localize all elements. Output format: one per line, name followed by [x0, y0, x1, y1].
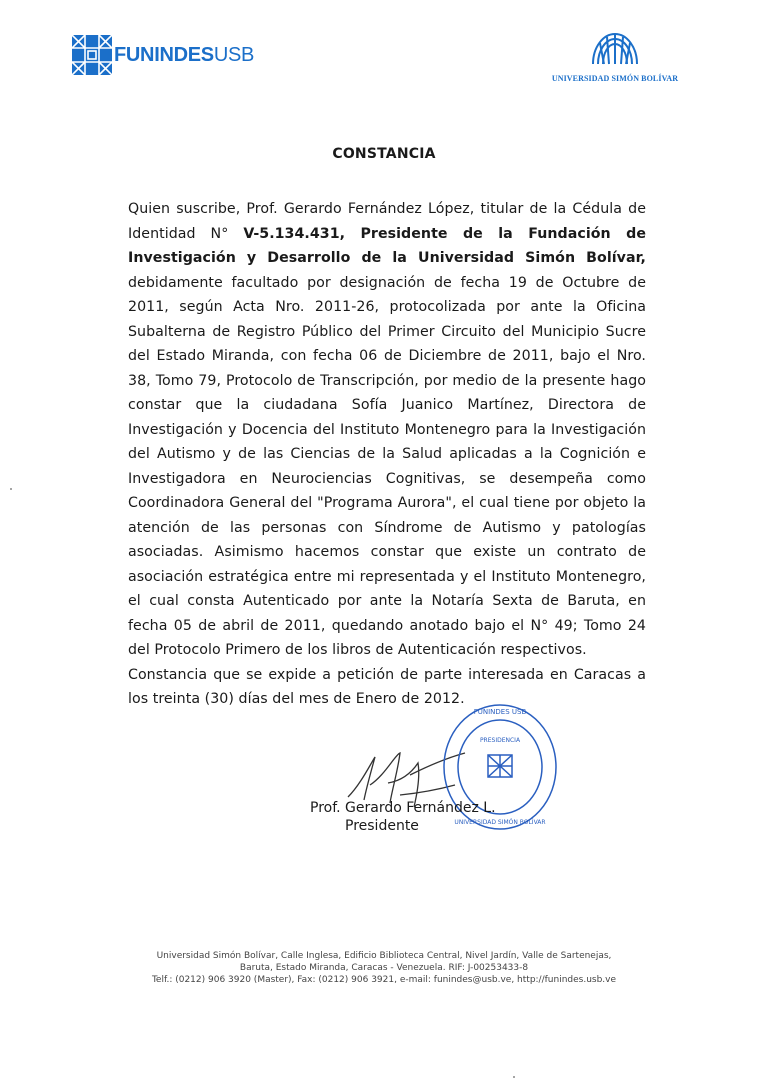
scan-speck [10, 488, 12, 490]
document-body [128, 197, 646, 712]
footer-line: Telf.: (0212) 906 3920 (Master), Fax: (0212) 906 3921, e-mail: funindes@usb.ve, http://funindes.usb.ve [151, 975, 617, 985]
usb-logo [545, 28, 685, 90]
document-title: CONSTANCIA [332, 146, 436, 162]
funindes-grid-icon [72, 35, 112, 75]
stamp-text-top: FUNINDES USB [473, 708, 527, 716]
footer-line: Universidad Simón Bolívar, Calle Inglesa, Edificio Biblioteca Central, Nivel Jardín, Valle de Sartenejas, [156, 951, 612, 961]
scan-speck [513, 1076, 515, 1078]
usb-caption: UNIVERSIDAD SIMÓN BOLÍVAR [551, 74, 679, 83]
footer-address [0, 950, 768, 986]
stamp-text-bottom: UNIVERSIDAD SIMÓN BOLÍVAR [454, 819, 546, 826]
signatory-role: Presidente [345, 818, 419, 834]
footer-line: Baruta, Estado Miranda, Caracas - Venezuela. RIF: J-00253433-8 [239, 963, 529, 973]
funindes-logo [72, 34, 272, 76]
paragraph-main: Quien suscribe, Prof. Gerardo Fernández López, titular de la Cédula de Identidad N° V-5.134.431, Presidente de la Fundación de Investigación y Desarrollo de la Universidad Simón Bolívar, debidamente facultado por designación de fecha 19 de Octubre de 2011, según Acta Nro. 2011-26, protocolizada por ante la Oficina Subalterna de Registro Público del Primer Circuito del Municipio Sucre del Estado Miranda, con fecha 06 de Diciembre de 2011, bajo el Nro. 38, Tomo 79, Protocolo de Transcripción, por medio de la presente hago constar que la ciudadana Sofía Juanico Martínez, Directora de Investigación y Docencia del Instituto Montenegro para la Investigación del Autismo y de las Ciencias de la Salud aplicadas a la Cognición e Investigadora en Neurociencias Cognitivas, se desempeña como Coordinadora General del "Programa Aurora", el cual tiene por objeto la atención de las personas con Síndrome de Autismo y patologías asociadas. Asimismo hacemos constar que existe un contrato de asociación estratégica entre mi representada y el Instituto Montenegro, el cual consta Autenticado por ante la Notaría Sexta de Baruta, en fecha 05 de abril de 2011, quedando anotado bajo el N° 49; Tomo 24 del Protocolo Primero de los libros de Autenticación respectivos. [128, 201, 646, 658]
funindes-wordmark: FUNINDESUSB [114, 43, 255, 66]
signatory-name: Prof. Gerardo Fernández L. [310, 800, 496, 816]
paragraph-closing: Constancia que se expide a petición de parte interesada en Caracas a los treinta (30) días del mes de Enero de 2012. [128, 666, 646, 707]
stamp-text-mid: PRESIDENCIA [479, 737, 521, 744]
usb-dome-icon [590, 28, 640, 66]
